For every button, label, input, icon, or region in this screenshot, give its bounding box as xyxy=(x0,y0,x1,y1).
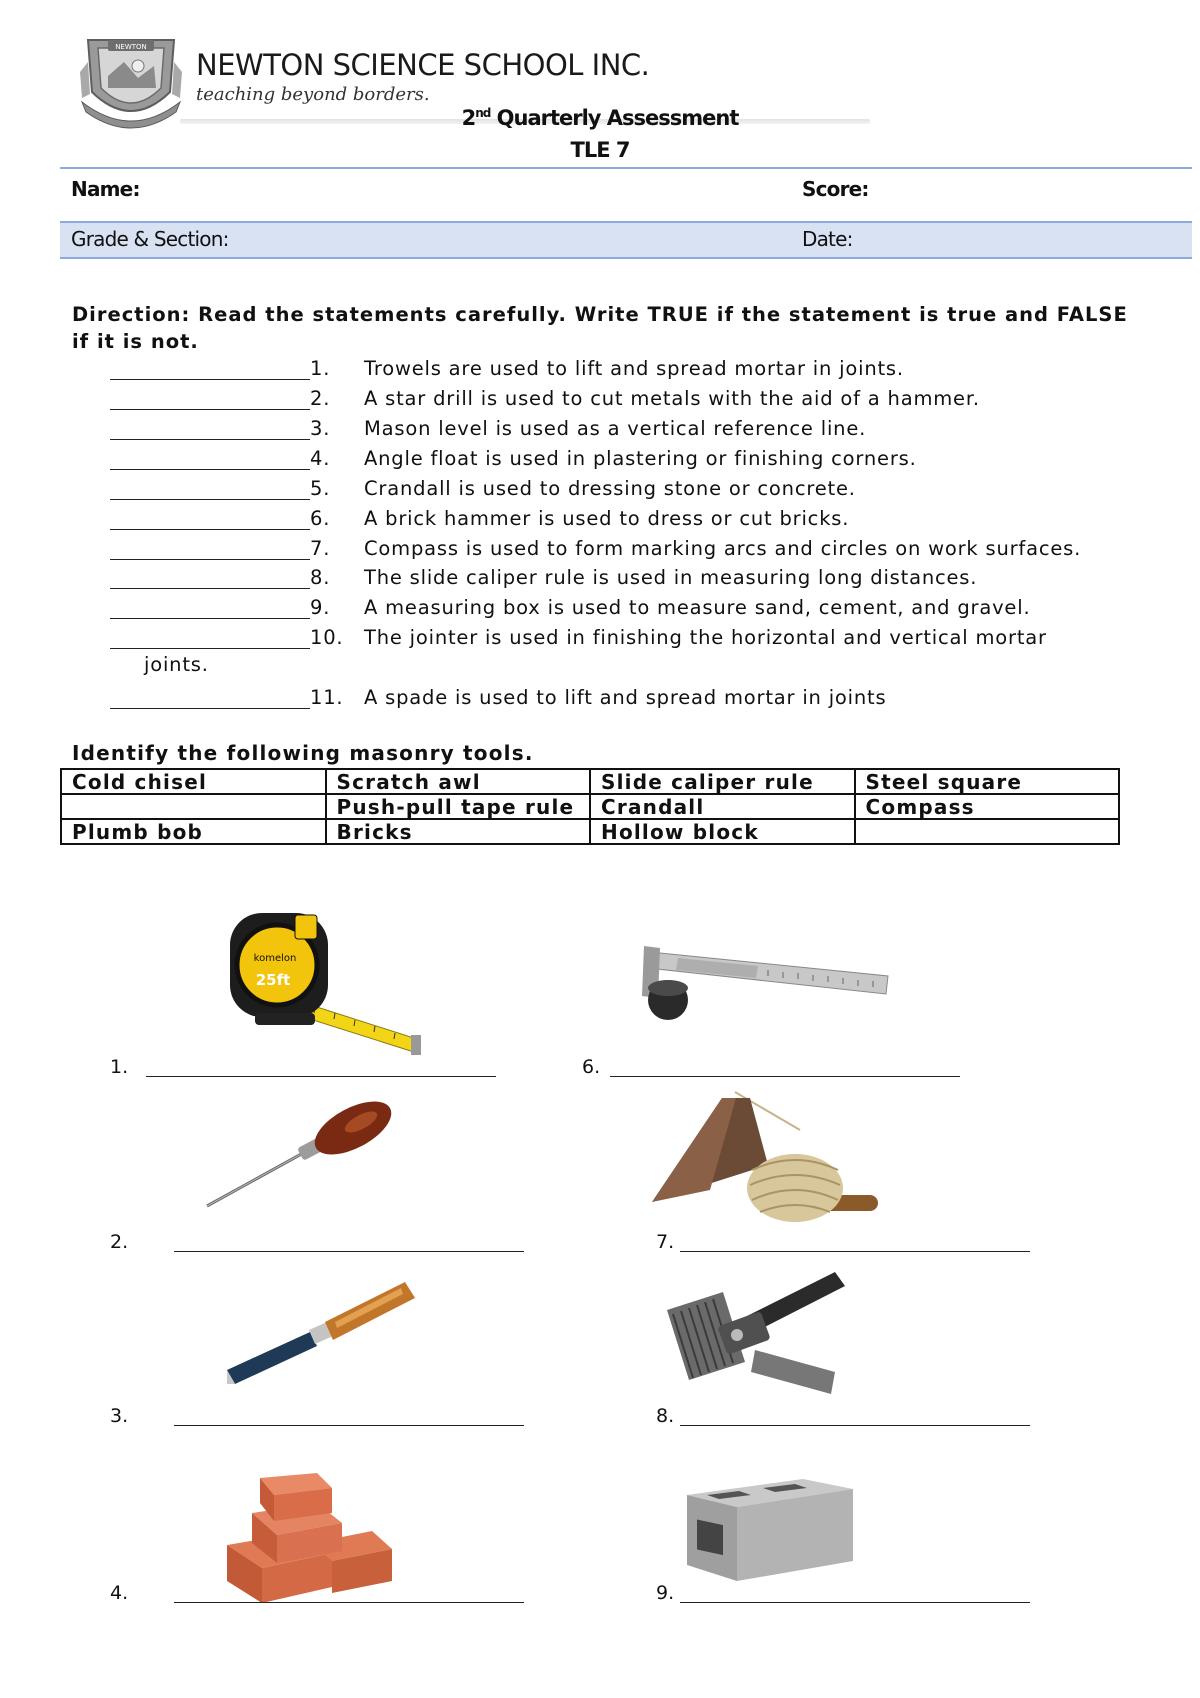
hollow-block-image xyxy=(685,1465,855,1583)
answer-blank[interactable] xyxy=(110,566,310,589)
table-cell xyxy=(855,819,1120,844)
answer-item: 3. xyxy=(110,1405,128,1427)
table-cell: Bricks xyxy=(326,819,591,844)
answer-blank[interactable] xyxy=(110,417,310,440)
table-cell: Slide caliper rule xyxy=(590,769,855,794)
cold-chisel-image xyxy=(225,1270,420,1390)
table-row xyxy=(61,819,1119,844)
tape-measure-image xyxy=(225,905,430,1060)
table-cell: Hollow block xyxy=(590,819,855,844)
assessment-title: 2nd Quarterly Assessment xyxy=(461,106,739,130)
grade-date-row xyxy=(60,221,1192,259)
answer-blank[interactable] xyxy=(110,387,310,410)
answer-line[interactable] xyxy=(680,1602,1030,1603)
plumb-bob-image xyxy=(650,1090,882,1225)
table-cell: Scratch awl xyxy=(326,769,591,794)
answer-blank[interactable] xyxy=(110,477,310,500)
answer-item: 7. xyxy=(656,1231,674,1253)
answer-line[interactable] xyxy=(146,1076,496,1077)
table-cell: Crandall xyxy=(590,794,855,819)
answer-blank[interactable] xyxy=(110,507,310,530)
answer-item: 9. xyxy=(656,1582,674,1604)
school-tagline: teaching beyond borders. xyxy=(196,84,430,105)
subject-title: TLE 7 xyxy=(570,138,630,162)
answer-line[interactable] xyxy=(174,1602,524,1603)
tf-item-continuation: joints. xyxy=(144,653,209,676)
table-cell: Compass xyxy=(855,794,1120,819)
name-label: Name: xyxy=(71,177,140,201)
identify-instruction: Identify the following masonry tools. xyxy=(72,741,534,765)
svg-text:komelon: komelon xyxy=(253,953,297,964)
answer-blank[interactable] xyxy=(110,596,310,619)
answer-blank[interactable] xyxy=(110,357,310,380)
answer-line[interactable] xyxy=(174,1251,524,1252)
answer-line[interactable] xyxy=(680,1251,1030,1252)
answer-item: 4. xyxy=(110,1582,128,1604)
table-cell xyxy=(61,794,326,819)
word-bank-table xyxy=(60,768,1120,845)
crandall-image xyxy=(665,1270,847,1400)
answer-line[interactable] xyxy=(174,1425,524,1426)
answer-item: 8. xyxy=(656,1405,674,1427)
scratch-awl-image xyxy=(205,1100,400,1210)
table-row xyxy=(61,769,1119,794)
answer-line[interactable] xyxy=(680,1425,1030,1426)
answer-item: 1. xyxy=(110,1056,128,1078)
table-cell: Steel square xyxy=(855,769,1120,794)
answer-blank[interactable] xyxy=(110,686,310,709)
date-label: Date: xyxy=(802,227,853,251)
answer-item: 2. xyxy=(110,1231,128,1253)
answer-blank[interactable] xyxy=(110,537,310,560)
answer-blank[interactable] xyxy=(110,626,310,649)
svg-text:25ft: 25ft xyxy=(255,971,291,989)
svg-text:NEWTON: NEWTON xyxy=(115,43,147,51)
table-row xyxy=(61,794,1119,819)
answer-blank[interactable] xyxy=(110,447,310,470)
table-cell: Push-pull tape rule xyxy=(326,794,591,819)
school-name: NEWTON SCIENCE SCHOOL INC. xyxy=(196,48,650,82)
direction-text: Direction: Read the statements carefully. Write TRUE if the statement is true and FALSE if it is not. xyxy=(72,303,1128,353)
table-cell: Cold chisel xyxy=(61,769,326,794)
table-cell: Plumb bob xyxy=(61,819,326,844)
slide-caliper-image xyxy=(638,938,898,1023)
bricks-image xyxy=(222,1473,397,1608)
score-label: Score: xyxy=(802,177,869,201)
answer-item: 6. xyxy=(582,1056,600,1078)
answer-line[interactable] xyxy=(610,1076,960,1077)
name-score-row xyxy=(60,167,1192,219)
grade-section-label: Grade & Section: xyxy=(71,227,229,251)
